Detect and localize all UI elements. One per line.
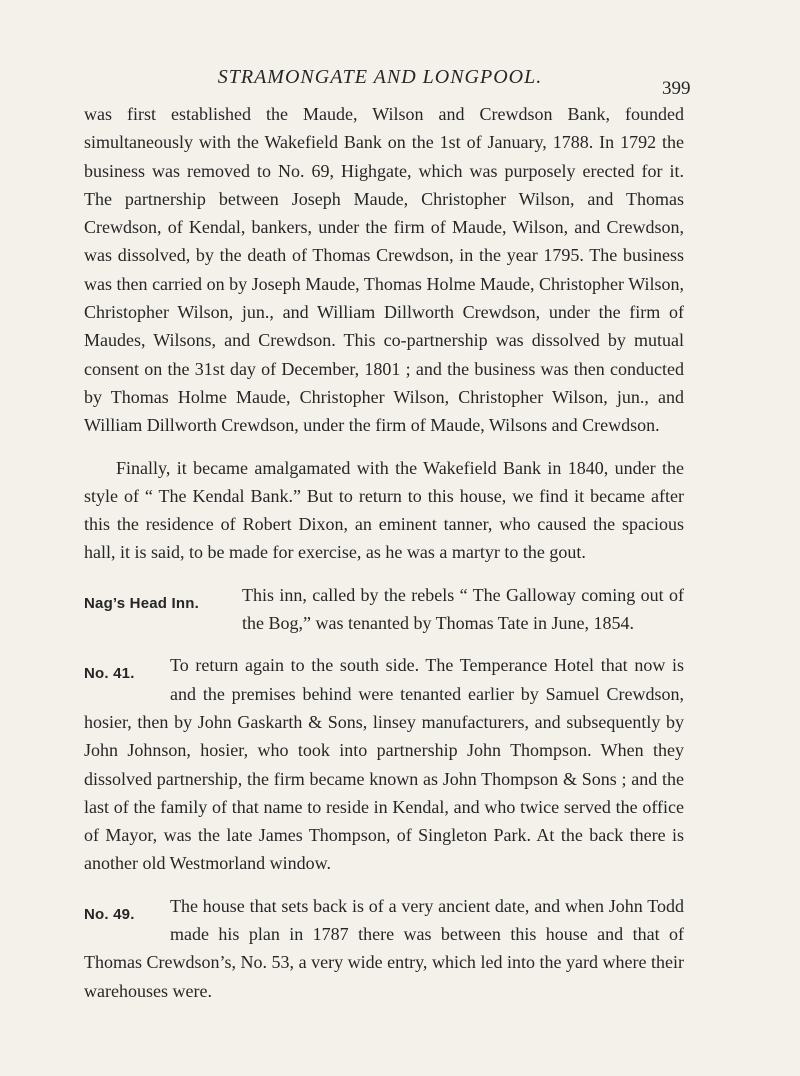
paragraph-no-41: To return again to the south side. The Temperance Hotel that now is and the premises behind were tenanted earlier by Samuel Crewdson, hosier, then by John Gaskarth & Sons, linsey manufacturers, and subsequently by John Johnson, hosier, who took into partnership John Thompson. When they dissolved partnership, the firm became known as John Thompson & Sons ; and the last of the family of that name to reside in Kendal, and who twice served the office of Mayor, was the late James Thompson, of Singleton Park. At the back there is another old Westmorland window. [84, 655, 684, 874]
paragraph-nags-head-inn: This inn, called by the rebels “ The Galloway coming out of the Bog,” was tenanted by Thomas Tate in June, 1854. [242, 584, 684, 634]
paragraph-no-49: The house that sets back is of a very ancient date, and when John Todd made his plan in 1787 there was between this house and that of Thomas Crewdson’s, No. 53, a very wide entry, which led into the yard where their warehouses were. [84, 895, 684, 1001]
body-text [84, 100, 684, 1005]
running-title: STRAMONGATE AND LONGPOOL. [217, 66, 543, 88]
page-number: 399 [662, 78, 691, 99]
paragraph-kendal-bank: Finally, it became amalgamated with the Wakefield Bank in 1840, under the style of “ The Kendal Bank.” But to return to this house, we find it became after this the residence of Robert Dixon, an eminent tanner, who caused the spacious hall, it is said, to be made for exercise, as he was a martyr to the gout. [84, 457, 684, 563]
sidenote-no-41: No. 41. [84, 665, 135, 683]
section-no-49 [84, 892, 684, 1005]
paragraph-bank-history: was first established the Maude, Wilson and Crewdson Bank, founded simultaneously with the Wakefield Bank on the 1st of January, 1788. In 1792 the business was removed to No. 69, Highgate, which was purposely erected for it. The partnership between Joseph Maude, Christopher Wilson, and Thomas Crewdson, of Kendal, bankers, under the firm of Maude, Wilson, and Crewdson, was dissolved, by the death of Thomas Crewdson, in the year 1795. The business was then carried on by Joseph Maude, Thomas Holme Maude, Christopher Wilson, Christopher Wilson, jun., and William Dillworth Crewdson, under the firm of Maudes, Wilsons, and Crewdson. This co-partnership was dissolved by mutual consent on the 31st day of December, 1801 ; and the business was then conducted by Thomas Holme Maude, Christopher Wilson, Christopher Wilson, jun., and William Dillworth Crewdson, under the firm of Maude, Wilsons and Crewdson. [84, 104, 684, 436]
sidenote-nags-head-inn: Nag’s Head Inn. [84, 594, 199, 612]
sidenote-no-49: No. 49. [84, 905, 135, 923]
section-nags-head-inn [84, 581, 684, 638]
section-no-41 [84, 651, 684, 877]
